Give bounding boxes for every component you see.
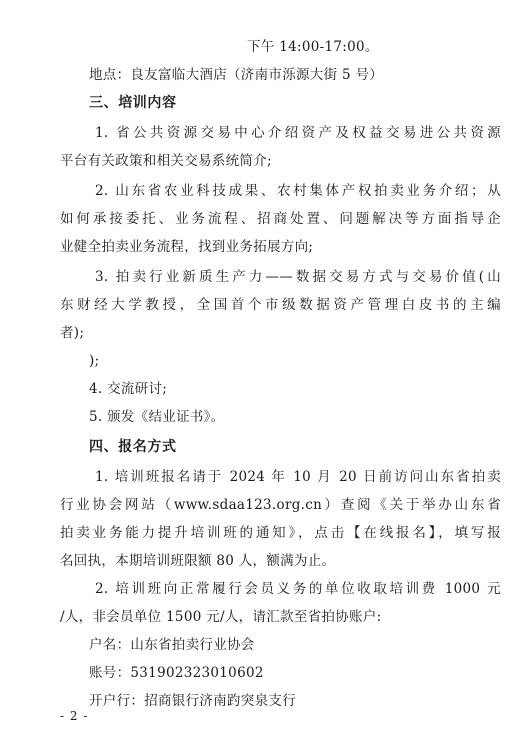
account-name-label: 户名： bbox=[89, 637, 131, 653]
registration-item-1-line-2: 行业协会网站（www.sdaa123.org.cn）查阅《关于举办山东省 bbox=[60, 497, 501, 513]
training-item-3-line-2: 东财经大学教授，全国首个市级数据资产管理白皮书的主编 bbox=[60, 297, 501, 313]
training-item-3-line-3: 者); bbox=[60, 325, 85, 341]
training-item-2-line-2: 如何承接委托、业务流程、招商处置、问题解决等方面指导企 bbox=[60, 211, 501, 227]
account-name-value: 山东省拍卖行业协会 bbox=[130, 637, 255, 653]
training-item-3-close: ); bbox=[89, 353, 100, 369]
venue-line bbox=[89, 66, 383, 84]
registration-item-1-line-3: 拍卖业务能力提升培训班的通知》，点击【在线报名】，填写报 bbox=[60, 525, 501, 541]
venue-value: 良友富临大酒店（济南市泺源大街 5 号） bbox=[130, 67, 384, 83]
account-number-line bbox=[89, 664, 264, 682]
training-item-4: 4. 交流研讨; bbox=[89, 381, 168, 397]
registration-item-1-line-4: 名回执，本期培训班限额 80 人，额满为止。 bbox=[60, 553, 336, 569]
bank-label: 开户行： bbox=[89, 693, 145, 709]
training-item-3-line-1: 3. 拍卖行业新质生产力——数据交易方式与交易价值(山 bbox=[95, 269, 501, 285]
registration-item-1-line-1: 1. 培训班报名请于 2024 年 10 月 20 日前访问山东省拍卖 bbox=[95, 469, 501, 485]
registration-item-2-line-2: /人，非会员单位 1500 元/人，请汇款至省拍协账户: bbox=[60, 609, 382, 625]
training-item-5: 5. 颁发《结业证书》。 bbox=[89, 409, 225, 425]
registration-item-2-line-1: 2. 培训班向正常履行会员义务的单位收取培训费 1000 元 bbox=[95, 581, 501, 597]
section-heading-registration: 四、报名方式 bbox=[89, 439, 177, 455]
training-item-2-line-1: 2. 山东省农业科技成果、农村集体产权拍卖业务介绍；从 bbox=[95, 183, 501, 199]
bank-value: 招商银行济南趵突泉支行 bbox=[144, 693, 297, 709]
training-item-1-line-2: 平台有关政策和相关交易系统简介; bbox=[60, 153, 272, 169]
training-item-2-line-3: 业健全拍卖业务流程，找到业务拓展方向; bbox=[60, 239, 314, 255]
bank-line bbox=[89, 692, 296, 710]
section-heading-training-content: 三、培训内容 bbox=[89, 95, 177, 111]
account-number-label: 账号： bbox=[89, 665, 131, 681]
account-name-line bbox=[89, 636, 255, 654]
page-number: - 2 - bbox=[60, 709, 89, 723]
venue-label: 地点： bbox=[89, 67, 131, 83]
schedule-time: 下午 14:00-17:00。 bbox=[247, 39, 379, 55]
training-item-1-line-1: 1. 省公共资源交易中心介绍资产及权益交易进公共资源 bbox=[95, 125, 501, 141]
account-number-value: 531902323010602 bbox=[130, 665, 264, 681]
